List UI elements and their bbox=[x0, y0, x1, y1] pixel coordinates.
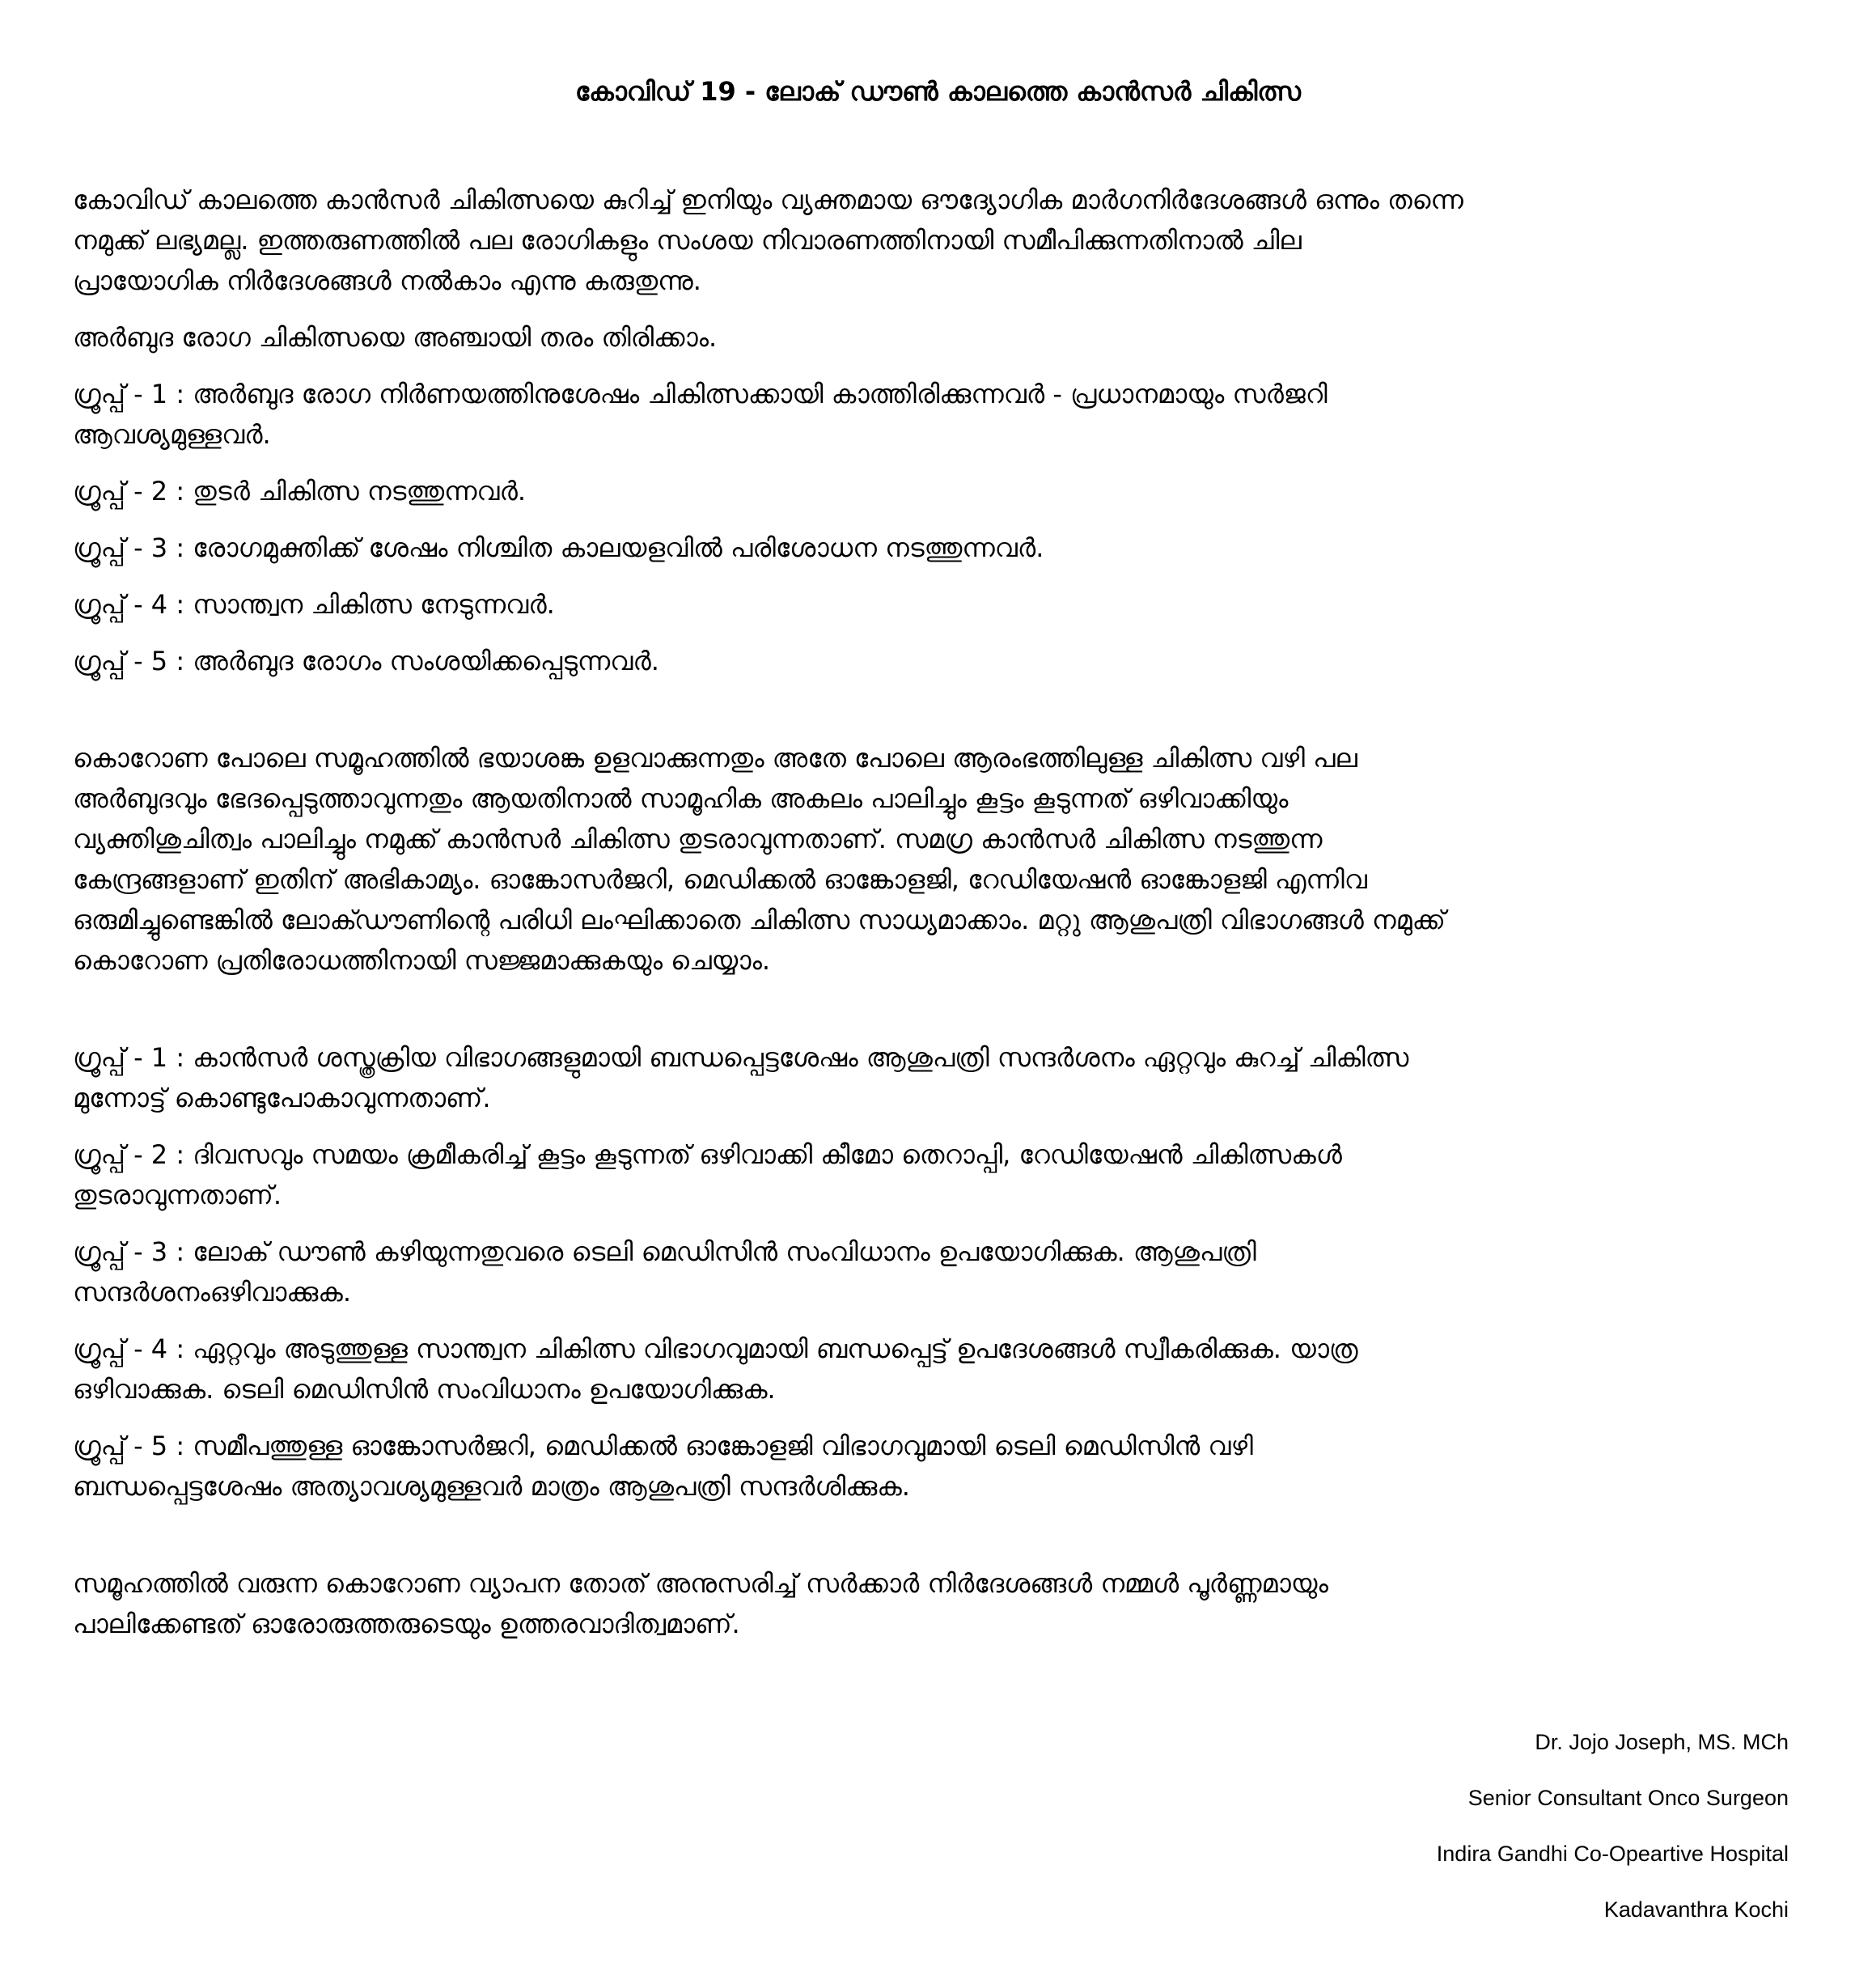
corona-paragraph bbox=[73, 738, 1828, 981]
document-title: കോവിഡ് 19 - ലോക് ഡൗൺ കാലത്തെ കാൻസർ ചികിത്സ bbox=[575, 76, 1301, 107]
text-line: ഗ്രൂപ്പ് - 3 : ലോക് ഡൗൺ കഴിയുന്നതുവരെ ടെലി മെഡിസിൻ സംവിധാനം ഉപയോഗിക്കുക. ആശുപത്രി bbox=[73, 1236, 1256, 1267]
text-line: സമൂഹത്തിൽ വരുന്ന കൊറോണ വ്യാപന തോത് അനുസരിച്ച് സർക്കാർ നിർദേശങ്ങൾ നമ്മൾ പൂർണ്ണമായും bbox=[73, 1568, 1328, 1599]
text-line: കൊറോണ പ്രതിരോധത്തിനായി സജ്ജമാക്കുകയും ചെയ്യാം. bbox=[73, 945, 771, 976]
text-line: നമുക്ക് ലഭ്യമല്ല. ഇത്തരുണത്തിൽ പല രോഗികളും സംശയ നിവാരണത്തിനായി സമീപിക്കുന്നതിനാൽ ചില bbox=[73, 225, 1302, 256]
author-hospital: Indira Gandhi Co-Opeartive Hospital bbox=[1436, 1842, 1789, 1866]
author-designation: Senior Consultant Onco Surgeon bbox=[1467, 1786, 1789, 1810]
group-2-description bbox=[73, 471, 1828, 511]
group-1-description bbox=[73, 374, 1828, 455]
text-line: ഗ്രൂപ്പ് - 4 : ഏറ്റവും അടുത്തുള്ള സാന്ത്വന ചികിത്സ വിഭാഗവുമായി ബന്ധപ്പെട്ട് ഉപദേശങ്ങൾ സ്വീകരിക്കുക. യാത്ര bbox=[73, 1333, 1358, 1364]
text-line: ഒരുമിച്ചുണ്ടെങ്കിൽ ലോക്ഡൗണിന്റെ പരിധി ലംഘിക്കാതെ ചികിത്സ സാധ്യമാക്കാം. മറ്റു ആശുപത്രി വിഭാഗങ്ങൾ നമുക്ക് bbox=[73, 905, 1446, 935]
text-line: ഗ്രൂപ്പ് - 2 : ദിവസവും സമയം ക്രമീകരിച്ച് കൂട്ടം കൂടുന്നത് ഒഴിവാക്കി കീമോ തെറാപ്പി, റേഡിയേഷൻ ചികിത്സകൾ bbox=[73, 1139, 1342, 1170]
group-2-advice bbox=[73, 1134, 1828, 1215]
intro-paragraph bbox=[73, 180, 1828, 301]
text-line: വ്യക്തിശുചിത്വം പാലിച്ചും നമുക്ക് കാൻസർ ചികിത്സ തുടരാവുന്നതാണ്. സമഗ്ര കാൻസർ ചികിത്സ നടത്തുന്ന bbox=[73, 824, 1323, 854]
text-line: അർബുദവും ഭേദപ്പെടുത്താവുന്നതും ആയതിനാൽ സാമൂഹിക അകലം പാലിച്ചും കൂട്ടം കൂടുന്നത് ഒഴിവാക്കിയും bbox=[73, 783, 1289, 814]
text-line: സന്ദർശനംഒഴിവാക്കുക. bbox=[73, 1277, 351, 1308]
group-3-advice bbox=[73, 1231, 1828, 1312]
text-line: ഗ്രൂപ്പ് - 5 : അർബുദ രോഗം സംശയിക്കപ്പെടുന്നവർ. bbox=[73, 646, 659, 676]
text-line: ഒഴിവാക്കുക. ടെലി മെഡിസിൻ സംവിധാനം ഉപയോഗിക്കുക. bbox=[73, 1374, 776, 1405]
group-4-advice bbox=[73, 1329, 1828, 1410]
text-line: ഗ്രൂപ്പ് - 1 : കാൻസർ ശസ്ത്രക്രിയ വിഭാഗങ്ങളുമായി ബന്ധപ്പെട്ടശേഷം ആശുപത്രി സന്ദർശനം ഏറ്റവും കുറച്ച് ചികിത്സ bbox=[73, 1042, 1409, 1073]
text-line: ഗ്രൂപ്പ് - 5 : സമീപത്തുള്ള ഓങ്കോസർജറി, മെഡിക്കൽ ഓങ്കോളജി വിഭാഗവുമായി ടെലി മെഡിസിൻ വഴി bbox=[73, 1431, 1253, 1461]
text-line: പാലിക്കേണ്ടത് ഓരോരുത്തരുടെയും ഉത്തരവാദിത്വമാണ്. bbox=[73, 1609, 740, 1639]
classification-paragraph bbox=[73, 317, 1828, 358]
text-line: ആവശ്യമുള്ളവർ. bbox=[73, 419, 271, 450]
text-line: മുന്നോട്ട് കൊണ്ടുപോകാവുന്നതാണ്. bbox=[73, 1083, 491, 1113]
signature-block bbox=[1437, 1728, 1789, 1952]
text-line: തുടരാവുന്നതാണ്. bbox=[73, 1180, 282, 1210]
closing-paragraph bbox=[73, 1563, 1828, 1644]
text-line: ഗ്രൂപ്പ് - 3 : രോഗമുക്തിക്ക് ശേഷം നിശ്ചിത കാലയളവിൽ പരിശോധന നടത്തുന്നവർ. bbox=[73, 532, 1044, 563]
document-body bbox=[73, 180, 1828, 1660]
text-line: ഗ്രൂപ്പ് - 2 : തുടർ ചികിത്സ നടത്തുന്നവർ. bbox=[73, 476, 527, 507]
group-3-description bbox=[73, 528, 1828, 568]
text-line: ഗ്രൂപ്പ് - 4 : സാന്ത്വന ചികിത്സ നേടുന്നവർ. bbox=[73, 589, 555, 620]
group-4-description bbox=[73, 584, 1828, 625]
group-1-advice bbox=[73, 1037, 1828, 1118]
group-5-description bbox=[73, 641, 1828, 681]
author-name: Dr. Jojo Joseph, MS. MCh bbox=[1535, 1730, 1789, 1754]
text-line: അർബുദ രോഗ ചികിത്സയെ അഞ്ചായി തരം തിരിക്കാം. bbox=[73, 322, 718, 353]
text-line: കൊറോണ പോലെ സമൂഹത്തിൽ ഭയാശങ്ക ഉളവാക്കുന്നതും അതേ പോലെ ആരംഭത്തിലുള്ള ചികിത്സ വഴി പല bbox=[73, 743, 1357, 774]
text-line: ഗ്രൂപ്പ് - 1 : അർബുദ രോഗ നിർണയത്തിനുശേഷം ചികിത്സക്കായി കാത്തിരിക്കുന്നവർ - പ്രധാനമായും സർജറി bbox=[73, 379, 1328, 409]
text-line: പ്രായോഗിക നിർദേശങ്ങൾ നൽകാം എന്നു കരുതുന്നു. bbox=[73, 265, 701, 296]
group-5-advice bbox=[73, 1426, 1828, 1507]
text-line: ബന്ധപ്പെട്ടശേഷം അത്യാവശ്യമുള്ളവർ മാത്രം ആശുപത്രി സന്ദർശിക്കുക. bbox=[73, 1471, 910, 1502]
text-line: കേന്ദ്രങ്ങളാണ് ഇതിന് അഭികാമ്യം. ഓങ്കോസർജറി, മെഡിക്കൽ ഓങ്കോളജി, റേഡിയേഷൻ ഓങ്കോളജി എന്നിവ bbox=[73, 864, 1367, 895]
author-location: Kadavanthra Kochi bbox=[1603, 1897, 1789, 1922]
text-line: കോവിഡ് കാലത്തെ കാൻസർ ചികിത്സയെ കുറിച്ച് ഇനിയും വ്യക്തമായ ഔദ്യോഗിക മാർഗനിർദേശങ്ങൾ ഒന്നും തന്നെ bbox=[73, 184, 1463, 215]
